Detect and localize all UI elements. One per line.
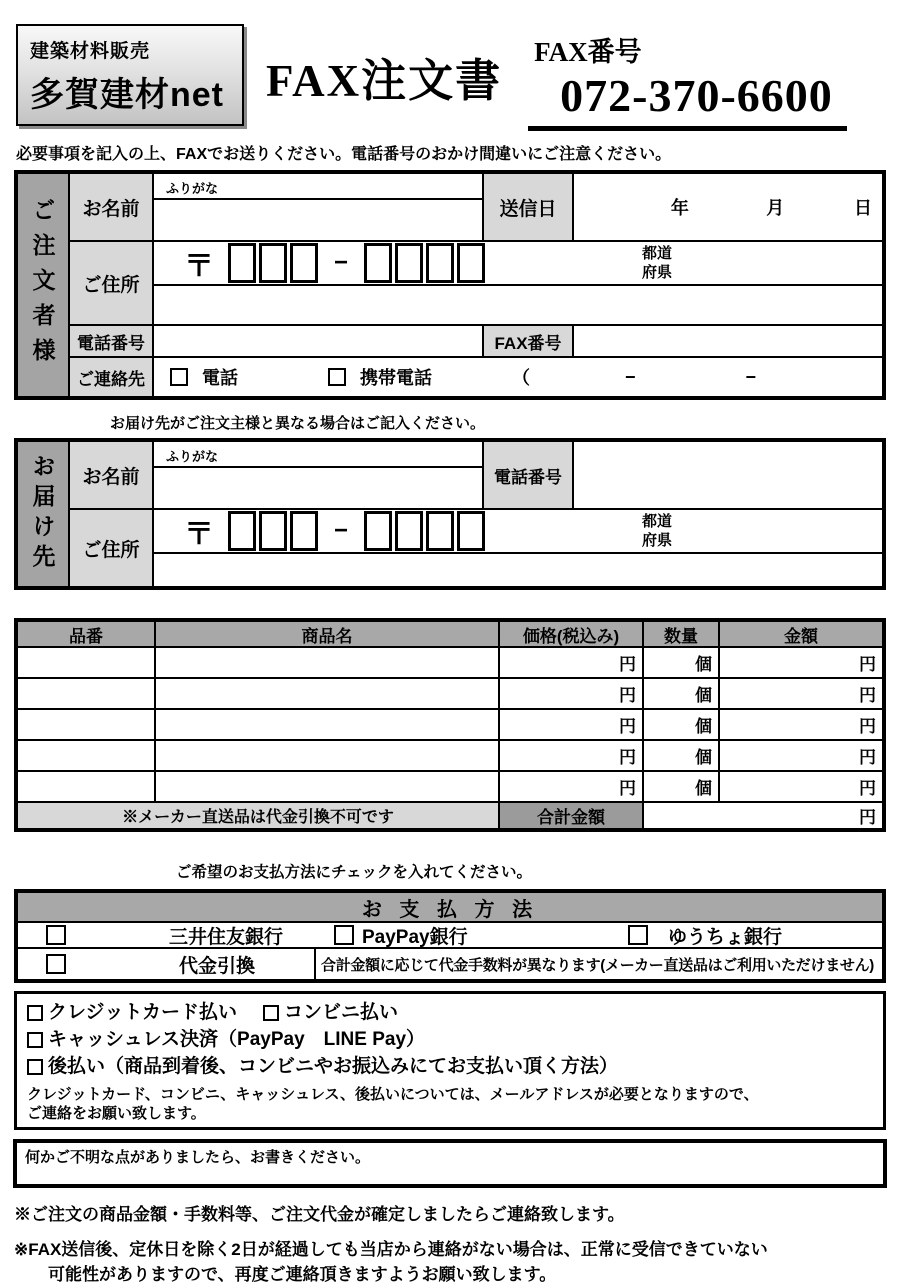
- month-label: 月: [766, 198, 785, 218]
- logo-tagline: 建築材料販売: [30, 41, 151, 62]
- contact-mobile-checkbox[interactable]: [328, 368, 346, 386]
- postal-digit-box[interactable]: [259, 243, 287, 283]
- postal-mark-icon: 〒: [184, 518, 214, 551]
- postal-digit-box[interactable]: [395, 243, 423, 283]
- postal-digit-box[interactable]: [395, 511, 423, 551]
- bank-options-row: [18, 923, 882, 949]
- contact-phone-checkbox[interactable]: [170, 368, 188, 386]
- delivery-furigana-label: ふりがな: [154, 442, 482, 468]
- delivery-section-label: お届け先: [18, 442, 70, 586]
- delivery-table: [14, 438, 886, 590]
- delivery-address-label: ご住所: [70, 510, 154, 586]
- total-amount-field[interactable]: 円: [859, 808, 876, 827]
- amount-field[interactable]: 円: [720, 679, 882, 710]
- orderer-address-label: ご住所: [70, 242, 154, 326]
- deferred-checkbox[interactable]: [27, 1059, 43, 1075]
- email-required-note: [27, 1085, 873, 1123]
- inquiry-box[interactable]: [13, 1139, 887, 1188]
- postal-digit-box[interactable]: [426, 243, 454, 283]
- postal-digit-box[interactable]: [290, 511, 318, 551]
- item-no-field[interactable]: [18, 772, 156, 803]
- postal-dash: −: [334, 517, 349, 544]
- payment-method-line: [27, 1053, 873, 1080]
- cashless-checkbox[interactable]: [27, 1032, 43, 1048]
- yucho-checkbox[interactable]: [628, 925, 648, 945]
- smbc-checkbox[interactable]: [46, 925, 66, 945]
- price-field[interactable]: 円: [500, 648, 644, 679]
- quantity-field[interactable]: 個: [644, 679, 720, 710]
- items-table: [14, 618, 886, 832]
- footnotes: [14, 1200, 884, 1285]
- paypay-bank-checkbox[interactable]: [334, 925, 354, 945]
- col-header-amount: 金額: [720, 622, 882, 648]
- page-header: [0, 0, 900, 131]
- deferred-option: [27, 1053, 618, 1080]
- inquiry-label: 何かご不明な点がありましたら、お書きください。: [25, 1149, 371, 1166]
- cod-fee-note: 合計金額に応じて代金手数料が異なります(メーカー直送品はご利用いただけません): [321, 956, 874, 974]
- orderer-name-field[interactable]: [154, 174, 484, 242]
- product-name-field[interactable]: [156, 648, 500, 679]
- contact-phone-label: 電話: [202, 368, 238, 388]
- payment-method-line: [27, 999, 873, 1026]
- footnote-fax-receipt-line2: 可能性がありますので、再度ご連絡頂きますようお願い致します。: [48, 1265, 557, 1284]
- contact-paren: （: [512, 368, 530, 388]
- send-date-field[interactable]: [574, 174, 882, 242]
- cashless-label: キャッシュレス決済（PayPay LINE Pay）: [48, 1029, 426, 1050]
- quantity-field[interactable]: 個: [644, 772, 720, 803]
- credit-card-checkbox[interactable]: [27, 1005, 43, 1021]
- col-header-product-name: 商品名: [156, 622, 500, 648]
- email-note-line2: ご連絡をお願い致します。: [27, 1105, 206, 1122]
- price-field[interactable]: 円: [500, 741, 644, 772]
- orderer-phone-label: 電話番号: [70, 326, 154, 358]
- payment-method-header: お 支 払 方 法: [18, 893, 882, 923]
- fax-number-value: 072-370-6600: [560, 70, 833, 121]
- orderer-section-label: ご注文者様: [18, 174, 70, 396]
- delivery-postal-row: [154, 510, 882, 554]
- direct-shipping-note: ※メーカー直送品は代金引換不可です: [18, 803, 500, 828]
- total-amount-label: 合計金額: [500, 803, 644, 828]
- cashless-option: [27, 1026, 425, 1053]
- convenience-option: [263, 999, 398, 1026]
- prefecture-line1: 都道: [642, 245, 673, 262]
- convenience-label: コンビニ払い: [283, 1002, 398, 1023]
- email-note-line1: クレジットカード、コンビニ、キャッシュレス、後払いについては、メールアドレスが必要となりますので、: [27, 1086, 759, 1103]
- orderer-address-field[interactable]: [154, 242, 882, 326]
- item-no-field[interactable]: [18, 679, 156, 710]
- delivery-caption: お届け先がご注文主様と異なる場合はご記入ください。: [110, 415, 486, 432]
- amount-field[interactable]: 円: [720, 648, 882, 679]
- product-name-field[interactable]: [156, 741, 500, 772]
- payment-method-line: [27, 1026, 873, 1053]
- bank-option-paypay: [334, 923, 468, 947]
- delivery-phone-field[interactable]: [574, 442, 882, 510]
- postal-digit-box[interactable]: [426, 511, 454, 551]
- item-no-field[interactable]: [18, 710, 156, 741]
- postal-mark-icon: 〒: [184, 250, 214, 283]
- price-field[interactable]: 円: [500, 710, 644, 741]
- postal-digit-box[interactable]: [228, 243, 256, 283]
- contact-dash: −: [745, 366, 757, 387]
- orderer-name-label: お名前: [70, 174, 154, 242]
- footnote-fax-receipt-line1: ※FAX送信後、定休日を除く2日が経過しても当店から連絡がない場合は、正常に受信できていない: [14, 1240, 768, 1259]
- item-no-field[interactable]: [18, 648, 156, 679]
- postal-digit-box[interactable]: [457, 243, 485, 283]
- prefecture-line1: 都道: [642, 513, 673, 530]
- shop-logo: [16, 24, 244, 126]
- orderer-fax-label: FAX番号: [484, 326, 574, 358]
- prefecture-label: [642, 513, 672, 551]
- contact-dash: −: [625, 366, 636, 387]
- product-name-field[interactable]: [156, 710, 500, 741]
- orderer-phone-field[interactable]: [154, 326, 484, 358]
- quantity-field[interactable]: 個: [644, 741, 720, 772]
- contact-pref-label: ご連絡先: [70, 358, 154, 396]
- convenience-checkbox[interactable]: [263, 1005, 279, 1021]
- fax-number-label: FAX番号: [534, 37, 642, 67]
- prefecture-line2: 府県: [642, 531, 673, 549]
- other-payment-box: [14, 991, 886, 1130]
- amount-field[interactable]: 円: [720, 772, 882, 803]
- delivery-address-field[interactable]: [154, 510, 882, 586]
- delivery-name-field[interactable]: [154, 442, 484, 510]
- bank-option-yucho: [628, 923, 782, 947]
- quantity-field[interactable]: 個: [644, 710, 720, 741]
- price-field[interactable]: 円: [500, 679, 644, 710]
- smbc-label: 三井住友銀行: [169, 926, 284, 948]
- col-header-quantity: 数量: [644, 622, 720, 648]
- postal-digit-box[interactable]: [364, 511, 392, 551]
- cod-option: [18, 949, 316, 979]
- send-date-label: 送信日: [484, 174, 574, 242]
- cod-label: 代金引換: [179, 955, 256, 977]
- footnote-price-confirmation: ※ご注文の商品金額・手数料等、ご注文代金が確定しましたらご連絡致します。: [14, 1205, 625, 1224]
- form-instruction: 必要事項を記入の上、FAXでお送りください。電話番号のおかけ間違いにご注意ください。: [16, 146, 672, 163]
- amount-field[interactable]: 円: [720, 741, 882, 772]
- postal-digit-box[interactable]: [457, 511, 485, 551]
- payment-table: [14, 889, 886, 983]
- item-no-field[interactable]: [18, 741, 156, 772]
- orderer-fax-field[interactable]: [574, 326, 882, 358]
- product-name-field[interactable]: [156, 772, 500, 803]
- cod-checkbox[interactable]: [46, 954, 66, 974]
- postal-dash: −: [334, 249, 349, 276]
- prefecture-line2: 府県: [642, 263, 673, 281]
- prefecture-label: [642, 245, 672, 283]
- product-name-field[interactable]: [156, 679, 500, 710]
- fax-number-underline: [528, 69, 847, 131]
- credit-card-option: [27, 999, 237, 1026]
- contact-mobile-label: 携帯電話: [360, 368, 432, 388]
- logo-shop-name: 多賀建材net: [30, 76, 224, 114]
- col-header-item-no: 品番: [18, 622, 156, 648]
- postal-digit-box[interactable]: [290, 243, 318, 283]
- delivery-name-label: お名前: [70, 442, 154, 510]
- orderer-table: [14, 170, 886, 400]
- amount-field[interactable]: 円: [720, 710, 882, 741]
- payment-caption: ご希望のお支払方法にチェックを入れてください。: [176, 864, 533, 881]
- yucho-label: ゆうちょ銀行: [668, 926, 783, 948]
- orderer-postal-row: [154, 242, 882, 286]
- fax-number-block: [528, 30, 847, 131]
- postal-digit-box[interactable]: [228, 511, 256, 551]
- page-title: FAX注文書: [266, 56, 503, 106]
- bank-option-smbc: [46, 923, 283, 947]
- price-field[interactable]: 円: [500, 772, 644, 803]
- orderer-furigana-label: ふりがな: [154, 174, 482, 200]
- col-header-price: 価格(税込み): [500, 622, 644, 648]
- day-label: 日: [854, 198, 872, 218]
- deferred-label: 後払い（商品到着後、コンビニやお振込みにてお支払い頂く方法）: [48, 1056, 619, 1077]
- postal-digit-box[interactable]: [259, 511, 287, 551]
- postal-digit-box[interactable]: [364, 243, 392, 283]
- year-label: 年: [670, 198, 689, 218]
- paypay-bank-label: PayPay銀行: [362, 926, 468, 948]
- contact-pref-field: [154, 358, 882, 396]
- delivery-phone-label: 電話番号: [484, 442, 574, 510]
- credit-card-label: クレジットカード払い: [48, 1002, 237, 1023]
- quantity-field[interactable]: 個: [644, 648, 720, 679]
